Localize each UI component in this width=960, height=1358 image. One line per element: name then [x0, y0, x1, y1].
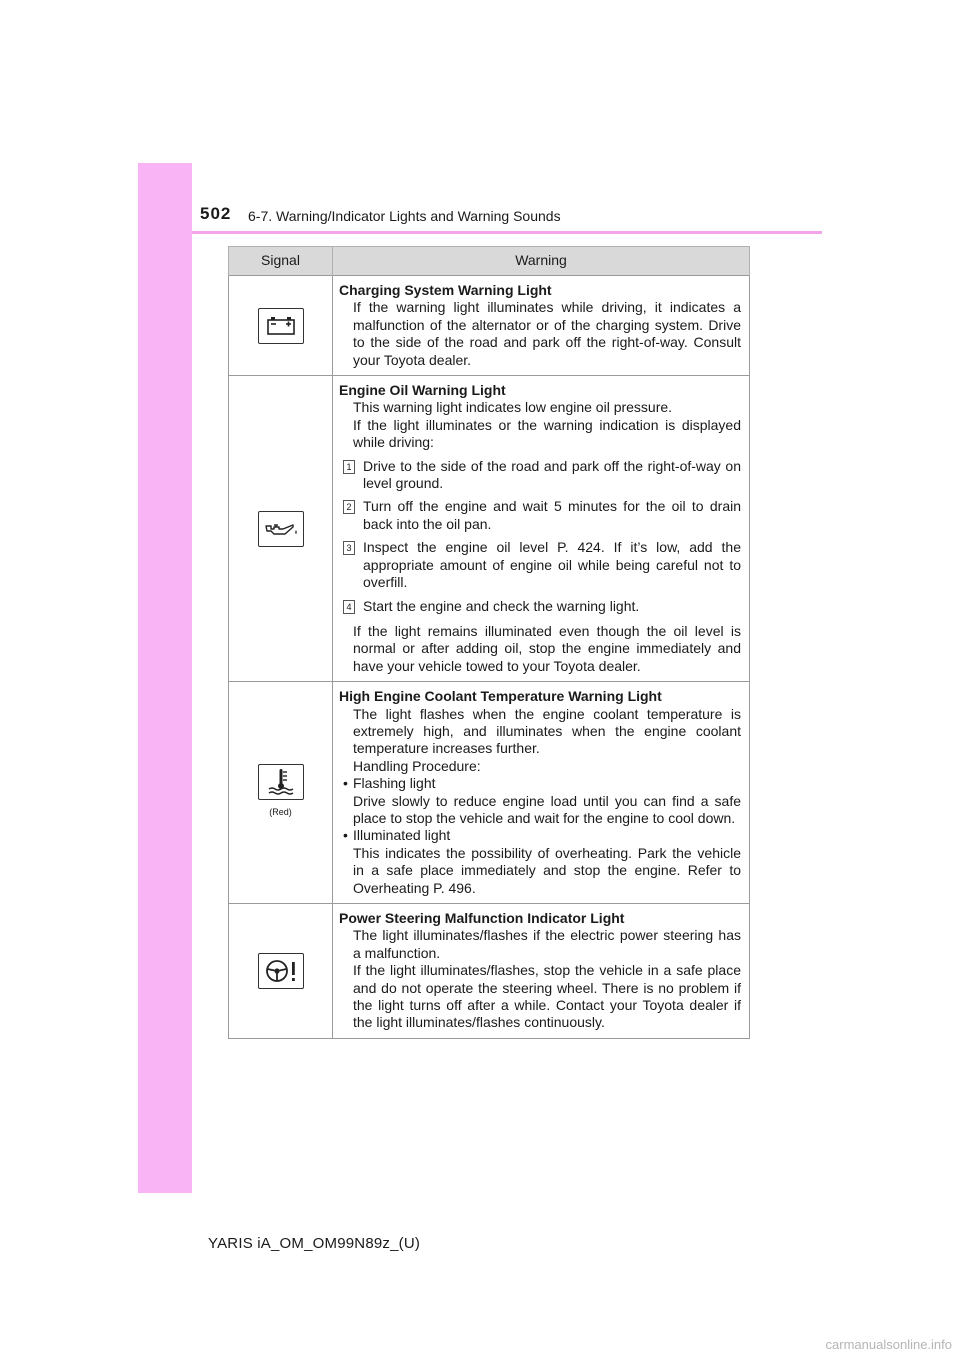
oil-can-icon: [258, 511, 304, 547]
bullet-glyph: •: [343, 827, 348, 844]
signal-cell: [229, 904, 333, 1039]
column-header-warning: Warning: [333, 247, 750, 276]
procedure-label: Handling Procedure:: [353, 757, 481, 774]
warning-intro: This warning light indicates low engine oil pressure. If the light illuminates or the warning indication is displayed while driving:: [353, 399, 741, 451]
step-text: Inspect the engine oil level P. 424. If it’s low, add the appropriate amount of engine oil while being careful not to overfill.: [363, 539, 741, 591]
header-rule: [192, 231, 822, 234]
battery-icon: [258, 308, 304, 344]
warning-title: Charging System Warning Light: [339, 282, 552, 298]
page-number: 502: [200, 204, 232, 223]
warning-cell: [333, 376, 750, 682]
bullet-glyph: •: [343, 775, 348, 792]
warning-lights-table: [228, 246, 750, 1039]
table-row: [229, 376, 750, 682]
power-steering-icon: [258, 953, 304, 989]
table-row: [229, 682, 750, 904]
step-text: Turn off the engine and wait 5 minutes for the oil to drain back into the oil pan.: [363, 498, 741, 532]
step-number: 3: [343, 541, 355, 555]
table-header-row: [229, 247, 750, 276]
warning-title: High Engine Coolant Temperature Warning Light: [339, 688, 662, 705]
step-number: 4: [343, 600, 355, 614]
table-row: [229, 904, 750, 1039]
warning-followup: If the light remains illuminated even though the oil level is normal or after adding oil, stop the engine immediately and have your vehicle towed to your Toyota dealer.: [353, 622, 741, 674]
icon-color-note: (Red): [269, 806, 292, 817]
column-header-signal: Signal: [229, 247, 333, 276]
warning-intro: The light flashes when the engine coolant temperature is extremely high, and illuminates when the engine coolant temperature increases further.: [353, 705, 741, 757]
table-row: [229, 276, 750, 376]
watermark: carmanualsonline.info: [825, 1337, 952, 1352]
list-item: [339, 775, 741, 792]
step-text: Drive to the side of the road and park off the right-of-way on level ground.: [363, 457, 741, 492]
warning-cell: [333, 904, 750, 1039]
section-title: 6-7. Warning/Indicator Lights and Warning Sounds: [248, 208, 561, 224]
document-code: YARIS iA_OM_OM99N89z_(U): [208, 1235, 421, 1252]
warning-cell: [333, 276, 750, 376]
bullet-label: Flashing light: [353, 775, 436, 792]
warning-title: Engine Oil Warning Light: [339, 382, 506, 399]
warning-title: Power Steering Malfunction Indicator Light: [339, 910, 625, 926]
signal-cell: [229, 276, 333, 376]
procedure-step: [339, 498, 741, 533]
procedure-step: [339, 598, 741, 615]
step-number: 2: [343, 500, 355, 514]
signal-cell: [229, 682, 333, 904]
procedure-step: [339, 539, 741, 591]
procedure-step: [339, 458, 741, 493]
step-text: Start the engine and check the warning light.: [363, 597, 640, 614]
coolant-temperature-icon: [258, 764, 304, 800]
bullet-label: Illuminated light: [353, 827, 451, 844]
warning-body: The light illuminates/flashes if the electric power steering has a malfunction. If the light illuminates/flashes, stop the vehicle in a safe place and do not operate the steering wheel. There is no problem if the light turns off after a while. Contact your Toyota dealer if the light illuminates/flashes continuously.: [353, 927, 741, 1031]
warning-cell: [333, 682, 750, 904]
warning-body: If the warning light illuminates while driving, it indicates a malfunction of the alternator or of the charging system. Drive to the side of the road and park off the right-of-way. Consult your Toyota dealer.: [353, 299, 741, 368]
list-item: [339, 827, 741, 844]
chapter-side-tab: [138, 163, 192, 1193]
bullet-text: Drive slowly to reduce engine load until you can find a safe place to stop the vehicle and wait for the engine to cool down.: [353, 792, 741, 826]
step-number: 1: [343, 460, 355, 474]
signal-cell: [229, 376, 333, 682]
bullet-text: This indicates the possibility of overheating. Park the vehicle in a safe place immediately and stop the engine. Refer to Overheating P. 496.: [353, 844, 741, 896]
